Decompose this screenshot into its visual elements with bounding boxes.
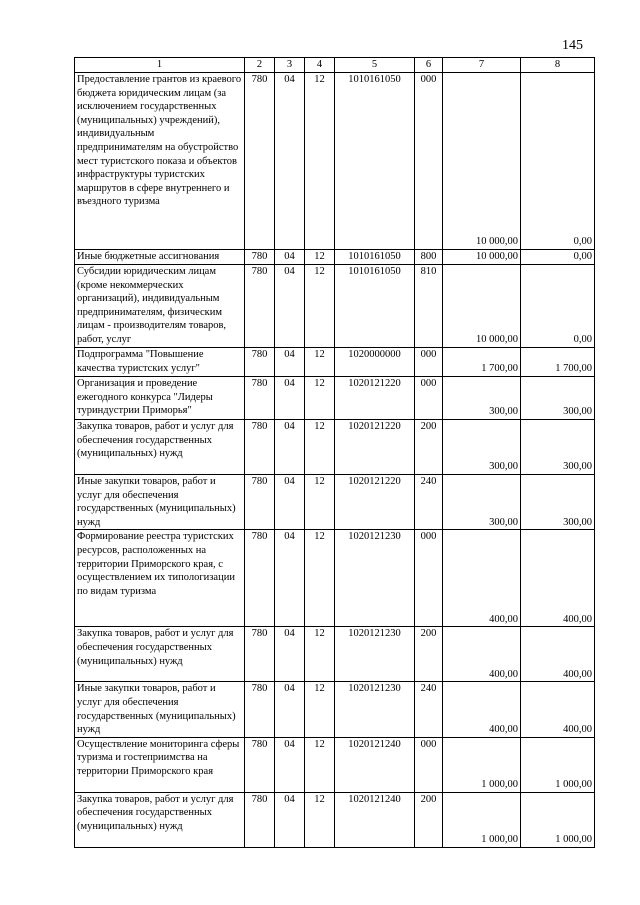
- row-expense-type: 000: [415, 73, 443, 250]
- row-amount-7: 300,00: [443, 420, 521, 475]
- row-amount-8: 400,00: [521, 530, 595, 627]
- row-target-code: 1020121240: [335, 737, 415, 792]
- budget-table: [74, 57, 595, 848]
- row-section-code: 04: [275, 792, 305, 847]
- row-amount-7: 10 000,00: [443, 250, 521, 265]
- row-amount-7: 10 000,00: [443, 73, 521, 250]
- row-subsection-code: 12: [305, 627, 335, 682]
- table-row: [75, 792, 595, 847]
- row-name: Формирование реестра туристских ресурсов, расположенных на территории Приморского края, с осуществлением их типологизации по видам туризма: [75, 530, 245, 627]
- row-target-code: 1010161050: [335, 265, 415, 348]
- row-name: Иные бюджетные ассигнования: [75, 250, 245, 265]
- row-amount-8: 0,00: [521, 265, 595, 348]
- row-subsection-code: 12: [305, 792, 335, 847]
- row-subsection-code: 12: [305, 475, 335, 530]
- table-row: [75, 420, 595, 475]
- row-target-code: 1020121220: [335, 377, 415, 420]
- row-amount-7: 1 700,00: [443, 348, 521, 377]
- row-expense-type: 000: [415, 348, 443, 377]
- row-amount-8: 1 700,00: [521, 348, 595, 377]
- header-cell: 7: [443, 58, 521, 73]
- row-ministry-code: 780: [245, 475, 275, 530]
- row-expense-type: 000: [415, 377, 443, 420]
- row-subsection-code: 12: [305, 250, 335, 265]
- table-row: [75, 377, 595, 420]
- header-cell: 8: [521, 58, 595, 73]
- row-amount-7: 300,00: [443, 475, 521, 530]
- row-amount-7: 300,00: [443, 377, 521, 420]
- row-target-code: 1010161050: [335, 250, 415, 265]
- row-amount-8: 0,00: [521, 73, 595, 250]
- row-section-code: 04: [275, 737, 305, 792]
- table-row: [75, 475, 595, 530]
- row-subsection-code: 12: [305, 530, 335, 627]
- row-amount-8: 300,00: [521, 377, 595, 420]
- row-expense-type: 240: [415, 475, 443, 530]
- table-row: [75, 265, 595, 348]
- row-section-code: 04: [275, 348, 305, 377]
- row-amount-8: 0,00: [521, 250, 595, 265]
- row-amount-7: 400,00: [443, 530, 521, 627]
- row-ministry-code: 780: [245, 265, 275, 348]
- row-name: Предоставление грантов из краевого бюджета юридическим лицам (за исключением государственных (муниципальных) учреждений), индивидуальным предпринимателям на обустройство мест туристского показа и объектов инфраструктуры туристских маршрутов в сфере внутреннего и въездного туризма: [75, 73, 245, 250]
- row-section-code: 04: [275, 73, 305, 250]
- row-ministry-code: 780: [245, 792, 275, 847]
- row-target-code: 1020121230: [335, 627, 415, 682]
- page-number: 145: [562, 38, 583, 53]
- row-name: Закупка товаров, работ и услуг для обеспечения государственных (муниципальных) нужд: [75, 792, 245, 847]
- header-cell: 1: [75, 58, 245, 73]
- row-section-code: 04: [275, 530, 305, 627]
- table-row: [75, 682, 595, 737]
- header-cell: 3: [275, 58, 305, 73]
- row-expense-type: 240: [415, 682, 443, 737]
- row-name: Закупка товаров, работ и услуг для обеспечения государственных (муниципальных) нужд: [75, 627, 245, 682]
- row-name: Подпрограмма "Повышение качества туристских услуг": [75, 348, 245, 377]
- row-subsection-code: 12: [305, 265, 335, 348]
- row-ministry-code: 780: [245, 377, 275, 420]
- table-row: [75, 250, 595, 265]
- header-cell: 2: [245, 58, 275, 73]
- row-amount-7: 1 000,00: [443, 737, 521, 792]
- table-row: [75, 73, 595, 250]
- row-subsection-code: 12: [305, 737, 335, 792]
- row-amount-8: 1 000,00: [521, 737, 595, 792]
- row-name: Субсидии юридическим лицам (кроме некоммерческих организаций), индивидуальным предпринимателям, физическим лицам - производителям товаров, работ, услуг: [75, 265, 245, 348]
- row-name: Осуществление мониторинга сферы туризма и гостеприимства на территории Приморского края: [75, 737, 245, 792]
- row-ministry-code: 780: [245, 530, 275, 627]
- table-row: [75, 348, 595, 377]
- row-ministry-code: 780: [245, 682, 275, 737]
- row-subsection-code: 12: [305, 420, 335, 475]
- row-section-code: 04: [275, 377, 305, 420]
- row-ministry-code: 780: [245, 737, 275, 792]
- row-ministry-code: 780: [245, 627, 275, 682]
- row-target-code: 1020121230: [335, 530, 415, 627]
- row-expense-type: 810: [415, 265, 443, 348]
- row-ministry-code: 780: [245, 420, 275, 475]
- row-expense-type: 000: [415, 530, 443, 627]
- header-cell: 6: [415, 58, 443, 73]
- row-amount-7: 400,00: [443, 627, 521, 682]
- table-row: [75, 530, 595, 627]
- row-section-code: 04: [275, 475, 305, 530]
- row-amount-8: 400,00: [521, 627, 595, 682]
- row-subsection-code: 12: [305, 682, 335, 737]
- row-ministry-code: 780: [245, 348, 275, 377]
- row-target-code: 1020121240: [335, 792, 415, 847]
- row-expense-type: 200: [415, 420, 443, 475]
- header-cell: 4: [305, 58, 335, 73]
- row-amount-8: 400,00: [521, 682, 595, 737]
- row-expense-type: 800: [415, 250, 443, 265]
- row-subsection-code: 12: [305, 73, 335, 250]
- row-name: Иные закупки товаров, работ и услуг для обеспечения государственных (муниципальных) нужд: [75, 475, 245, 530]
- row-target-code: 1020121220: [335, 475, 415, 530]
- row-target-code: 1010161050: [335, 73, 415, 250]
- table-row: [75, 737, 595, 792]
- row-subsection-code: 12: [305, 377, 335, 420]
- row-section-code: 04: [275, 682, 305, 737]
- row-name: Иные закупки товаров, работ и услуг для обеспечения государственных (муниципальных) нужд: [75, 682, 245, 737]
- row-expense-type: 000: [415, 737, 443, 792]
- table-row: [75, 627, 595, 682]
- row-subsection-code: 12: [305, 348, 335, 377]
- row-amount-8: 1 000,00: [521, 792, 595, 847]
- row-amount-8: 300,00: [521, 420, 595, 475]
- row-section-code: 04: [275, 250, 305, 265]
- row-name: Закупка товаров, работ и услуг для обеспечения государственных (муниципальных) нужд: [75, 420, 245, 475]
- row-amount-8: 300,00: [521, 475, 595, 530]
- row-name: Организация и проведение ежегодного конкурса "Лидеры туриндустрии Приморья": [75, 377, 245, 420]
- row-amount-7: 400,00: [443, 682, 521, 737]
- row-expense-type: 200: [415, 792, 443, 847]
- row-expense-type: 200: [415, 627, 443, 682]
- row-amount-7: 10 000,00: [443, 265, 521, 348]
- row-section-code: 04: [275, 420, 305, 475]
- row-ministry-code: 780: [245, 250, 275, 265]
- row-target-code: 1020000000: [335, 348, 415, 377]
- row-ministry-code: 780: [245, 73, 275, 250]
- row-target-code: 1020121220: [335, 420, 415, 475]
- row-section-code: 04: [275, 627, 305, 682]
- table-header-row: [75, 58, 595, 73]
- row-amount-7: 1 000,00: [443, 792, 521, 847]
- row-target-code: 1020121230: [335, 682, 415, 737]
- row-section-code: 04: [275, 265, 305, 348]
- header-cell: 5: [335, 58, 415, 73]
